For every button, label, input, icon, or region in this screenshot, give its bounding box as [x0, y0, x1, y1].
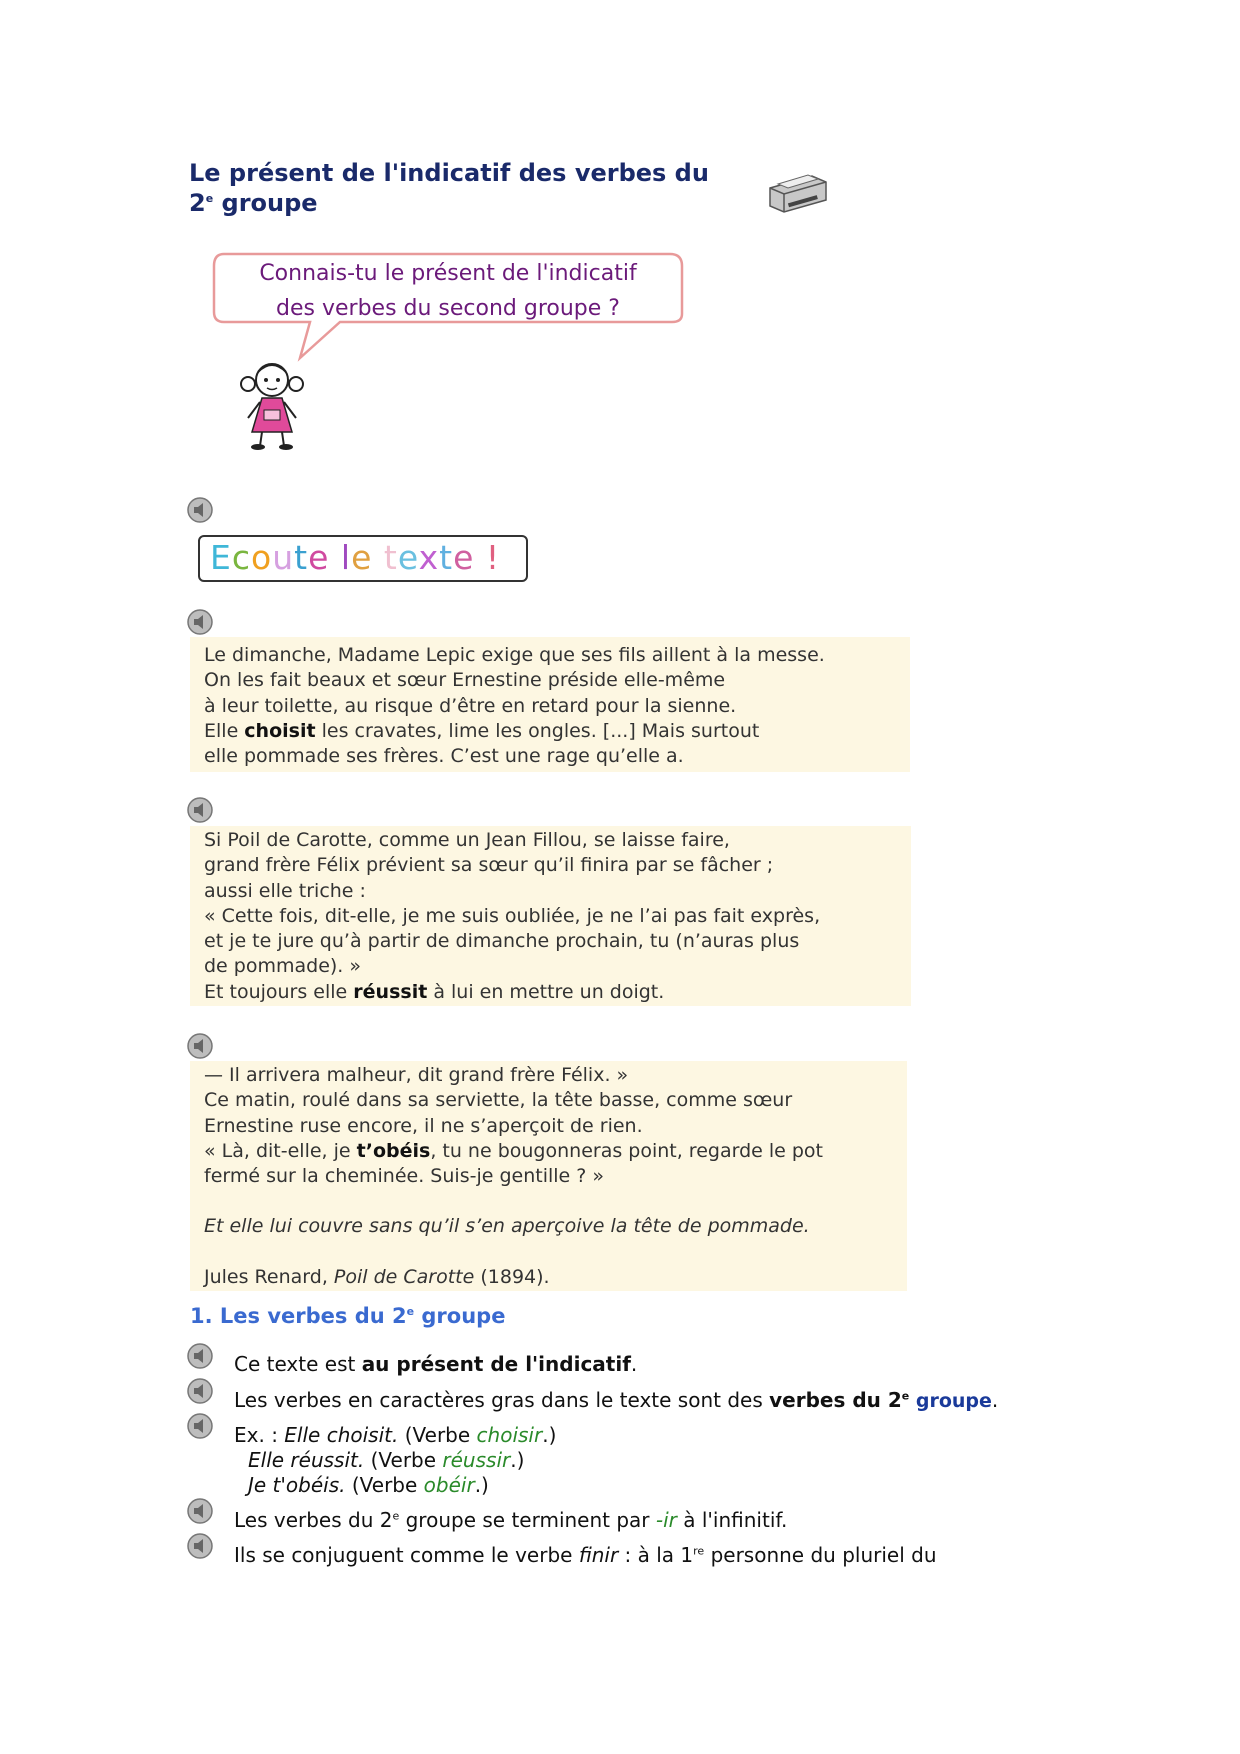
verb-highlight: choisit	[244, 719, 316, 742]
ecoute-letter: e	[453, 538, 475, 577]
ecoute-letter: c	[231, 538, 252, 577]
ecoute-le-texte-banner	[198, 535, 528, 582]
ecoute-letter: E	[210, 538, 232, 577]
speaker-icon[interactable]	[186, 608, 214, 636]
ecoute-letter: o	[251, 538, 273, 577]
ecoute-letter	[329, 538, 341, 577]
speaker-icon[interactable]	[186, 1497, 214, 1525]
ecoute-letter	[372, 538, 384, 577]
speech-bubble-illustration	[210, 250, 690, 450]
section-heading: 1. Les verbes du 2e groupe	[190, 1304, 506, 1328]
ecoute-letter: u	[272, 538, 295, 577]
title-line-1: Le présent de l'indicatif des verbes du	[189, 159, 709, 187]
speaker-icon[interactable]	[186, 1032, 214, 1060]
speaker-icon[interactable]	[186, 1412, 214, 1440]
printer-icon[interactable]	[760, 170, 830, 218]
girl-character-icon	[236, 354, 308, 450]
ecoute-letter: t	[439, 538, 454, 577]
list-item-examples: Ex. : Elle choisit. (Verbe choisir.) Elle réussit. (Verbe réussir.) Je t'obéis. (Verbe obéir.)	[234, 1423, 557, 1497]
page-title	[189, 158, 749, 218]
list-item: Ce texte est au présent de l'indicatif.	[234, 1352, 638, 1376]
title-line-2: 2e groupe	[189, 189, 318, 217]
speaker-icon[interactable]	[186, 796, 214, 824]
ecoute-letter: t	[383, 538, 398, 577]
ecoute-letter: e	[397, 538, 419, 577]
passage-2: Si Poil de Carotte, comme un Jean Fillou, se laisse faire, grand frère Félix prévient sa sœur qu’il finira par se fâcher ; aussi elle triche : « Cette fois, dit-elle, je me suis oubliée, je ne l’ai pas fait exprès, et je te jure qu’à partir de dimanche prochain, tu (n’auras plus de pommade). » Et toujours elle réussit à lui en mettre un doigt.	[190, 826, 911, 1006]
speaker-icon[interactable]	[186, 496, 214, 524]
bubble-text: Connais-tu le présent de l'indicatif des verbes du second groupe ?	[259, 261, 637, 321]
speaker-icon[interactable]	[186, 1342, 214, 1370]
list-item: Les verbes en caractères gras dans le texte sont des verbes du 2e groupe.	[234, 1388, 999, 1412]
speaker-icon[interactable]	[186, 1377, 214, 1405]
ecoute-letter: l	[340, 538, 352, 577]
list-item: Ils se conjuguent comme le verbe finir : à la 1re personne du pluriel du	[234, 1543, 937, 1567]
ecoute-letter: e	[308, 538, 330, 577]
verb-highlight: réussit	[353, 980, 428, 1003]
verb-highlight: t’obéis	[356, 1139, 431, 1162]
passage-3: — Il arrivera malheur, dit grand frère Félix. » Ce matin, roulé dans sa serviette, la tête basse, comme sœur Ernestine ruse encore, il ne s’aperçoit de rien. « Là, dit-elle, je t’obéis, tu ne bougonneras point, regarde le pot fermé sur la cheminée. Suis-je gentille ? » Et elle lui couvre sans qu’il s’en aperçoive la tête de pommade. Jules Renard, Poil de Carotte (1894).	[190, 1061, 907, 1291]
passage-1: Le dimanche, Madame Lepic exige que ses fils aillent à la messe. On les fait beaux et sœur Ernestine préside elle-même à leur toilette, au risque d’être en retard pour la sienne. Elle choisit les cravates, lime les ongles. [...] Mais surtout elle pommade ses frères. C’est une rage qu’elle a.	[190, 637, 910, 772]
passage-credit: Jules Renard, Poil de Carotte (1894).	[204, 1265, 550, 1288]
passage-3-italic: Et elle lui couvre sans qu’il s’en aperçoive la tête de pommade.	[204, 1215, 810, 1238]
ecoute-letter: x	[418, 538, 440, 577]
ecoute-letter	[474, 538, 486, 577]
ecoute-letter: !	[485, 538, 501, 577]
ecoute-letter: t	[294, 538, 309, 577]
list-item: Les verbes du 2e groupe se terminent par -ir à l'infinitif.	[234, 1508, 788, 1532]
ecoute-letter: e	[351, 538, 373, 577]
speaker-icon[interactable]	[186, 1532, 214, 1560]
